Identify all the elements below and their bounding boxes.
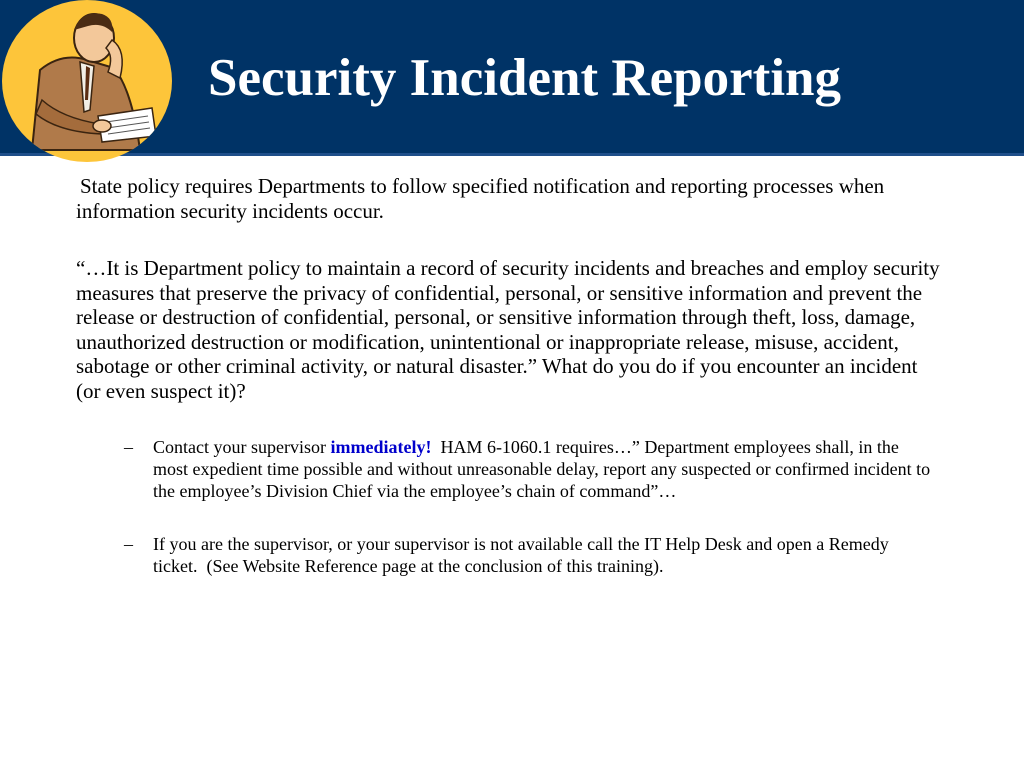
slide-body [76,174,946,608]
dash-bullet: – [124,437,133,457]
dash-bullet: – [124,534,133,554]
list-item-help-desk [76,533,936,577]
contact-text-start: Contact your supervisor [153,437,331,457]
immediately-highlight: immediately! [330,437,432,457]
help-desk-text: If you are the supervisor, or your supervisor is not available call the IT Help Desk and open a Remedy ticket. (See Website Reference page at the conclusion of this training). [153,534,894,576]
contact-text-rest: HAM 6-1060.1 requires…” Department employees shall, in the most expedient time possible and without unreasonable delay, report any suspected or confirmed incident to the employee’s Division Chief via the employee’s chain of command”… [153,437,935,501]
list-item-contact-supervisor [76,436,936,502]
action-list [76,436,946,577]
man-reading-document-icon [2,0,172,162]
policy-quote-paragraph: “…It is Department policy to maintain a record of security incidents and breaches and employ security measures that preserve the privacy of confidential, personal, or sensitive information and prevent the release or destruction of confidential, personal, or sensitive information through theft, loss, damage, unauthorized destruction or modification, unintentional or inappropriate release, misuse, accident, sabotage or other criminal activity, or natural disaster.” What do you do if you encounter an incident (or even suspect it)? [76,256,940,403]
policy-intro-paragraph: State policy requires Departments to follow specified notification and reporting processes when information security incidents occur. [76,174,885,223]
slide-title: Security Incident Reporting [208,49,842,107]
